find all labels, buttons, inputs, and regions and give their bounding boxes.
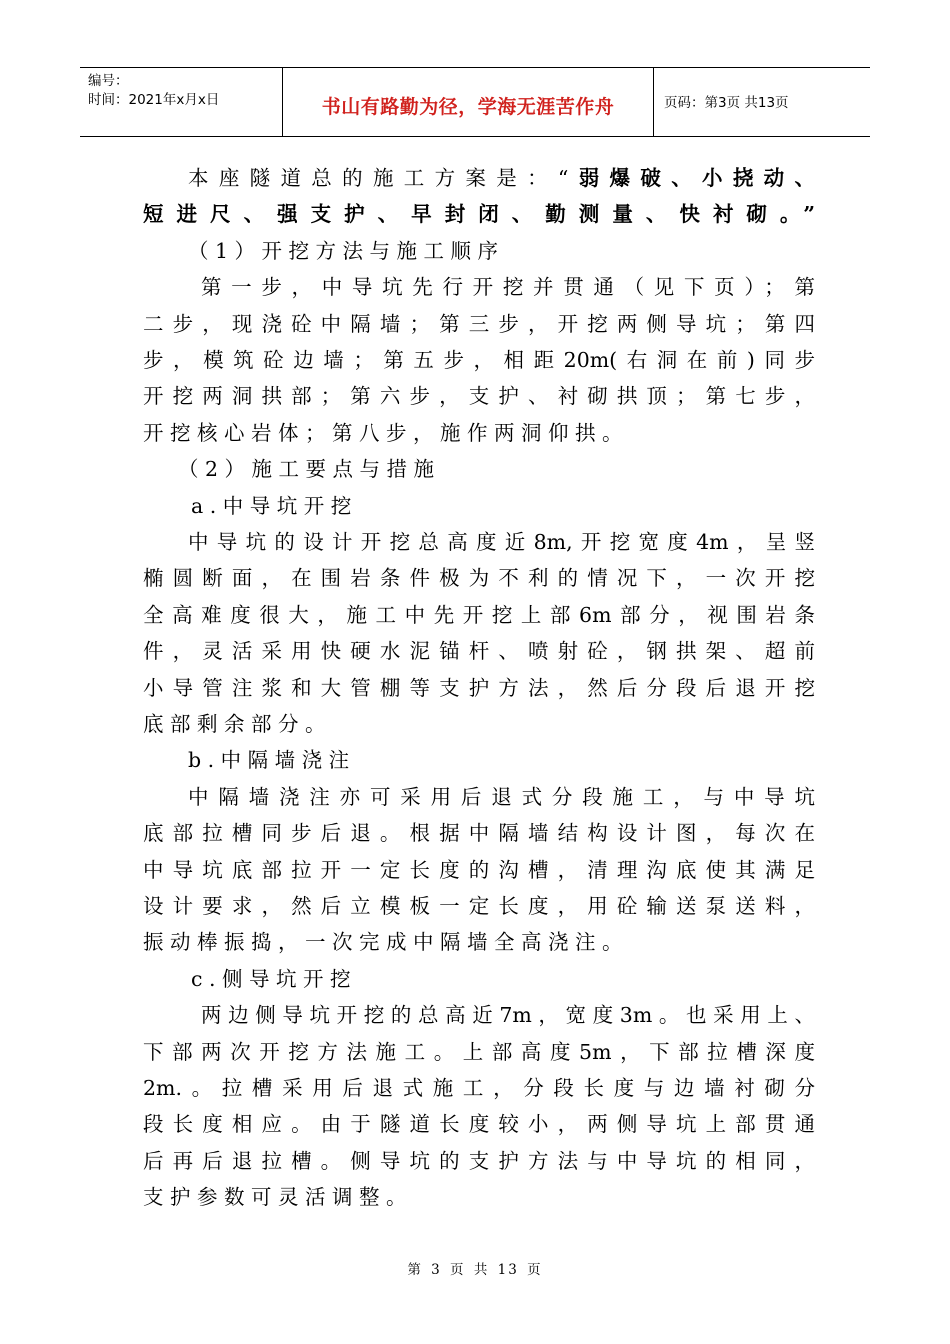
body-line [188,233,815,270]
body-text: （2）施工要点与措施 [178,457,441,482]
body-line [143,415,815,452]
body-line [191,961,815,998]
header-page-number: 页码：第3页 共13页 [664,95,789,111]
body-line [143,815,815,852]
body-text: 二步，现浇砼中隔墙；第三步，开挖两侧导坑；第四 [143,311,815,336]
body-text: 第一步，中导坑先行开挖并贯通（见下页）；第 [201,275,815,300]
header-motto-cell [283,68,654,136]
body-text: 开挖两洞拱部；第六步，支护、衬砌拱顶；第七步， [143,384,815,409]
body-line [188,160,815,197]
body-line [143,633,815,670]
document-date-label: 时间：2021年x月x日 [88,92,220,108]
body-emphasis-text: 弱爆破、小挠动、 [568,166,815,190]
body-text: 本座隧道总的施工方案是：“ [188,166,569,190]
body-line [143,196,815,233]
body-text: 下部两次开挖方法施工。上部高度5m，下部拉槽深度 [143,1039,815,1064]
body-text: 设计要求，然后立模板一定长度，用砼输送泵送料， [143,894,815,918]
body-line [143,378,815,415]
body-text: 2m.。拉槽采用后退式施工，分段长度与边墙衬砌分 [143,1076,815,1100]
page-header [80,67,870,137]
body-line [143,1143,815,1180]
body-text: 全高难度很大，施工中先开挖上部6m部分，视围岩条 [143,602,815,627]
body-line [201,997,815,1034]
body-line [143,1034,815,1071]
document-number-label: 编号： [88,73,129,89]
body-text: 中导坑底部拉开一定长度的沟槽，清理沟底使其满足 [143,857,815,882]
body-text: 椭圆断面，在围岩条件极为不利的情况下，一次开挖 [143,566,815,591]
body-text: b.中隔墙浇注 [188,748,356,773]
header-page-cell [654,68,870,136]
body-line [143,342,815,379]
body-text: 支护参数可灵活调整。 [143,1185,413,1210]
body-text: 步，模筑砼边墙；第五步，相距20m(右洞在前)同步 [143,348,815,372]
body-text: 中导坑的设计开挖总高度近8m,开挖宽度4m，呈竖 [188,530,815,554]
body-text: 底部剩余部分。 [143,712,332,736]
body-text: 两边侧导坑开挖的总高近7m，宽度3m。也采用上、 [201,1003,815,1028]
body-text: 件，灵活采用快硬水泥锚杆、喷射砼，钢拱架、超前 [143,639,815,664]
body-text: a.中导坑开挖 [191,493,358,518]
body-text: 底部拉槽同步后退。根据中隔墙结构设计图，每次在 [143,821,815,846]
body-line [188,779,815,816]
body-text: 小导管注浆和大管棚等支护方法，然后分段后退开挖 [143,675,815,700]
header-info-cell [80,68,283,136]
body-line [143,924,815,961]
header-motto: 书山有路勤为径，学海无涯苦作舟 [321,96,615,118]
body-text: 后再后退拉槽。侧导坑的支护方法与中导坑的相同， [143,1148,815,1173]
body-line [178,451,815,488]
body-text: c.侧导坑开挖 [191,966,357,991]
body-line [143,306,815,343]
body-line [201,269,815,306]
body-line [143,1106,815,1143]
body-line [143,706,815,743]
body-line [143,1070,815,1107]
body-line [143,852,815,889]
body-text: 振动棒振捣，一次完成中隔墙全高浇注。 [143,930,629,955]
body-line [143,888,815,925]
body-text: 中隔墙浇注亦可采用后退式分段施工，与中导坑 [188,784,815,809]
body-line [143,597,815,634]
body-text: （1）开挖方法与施工顺序 [188,238,505,263]
page-footer: 第 3 页 共 13 页 [407,1262,543,1278]
body-emphasis-text: 短进尺、强支护、早封闭、勤测量、快衬砌。” [143,202,815,227]
body-line [191,488,815,525]
body-text: 段长度相应。由于隧道长度较小，两侧导坑上部贯通 [143,1112,815,1137]
body-line [188,742,815,779]
body-line [143,1179,815,1216]
body-line [143,560,815,597]
body-line [143,670,815,707]
body-line [188,524,815,561]
body-text: 开挖核心岩体；第八步，施作两洞仰拱。 [143,420,629,445]
